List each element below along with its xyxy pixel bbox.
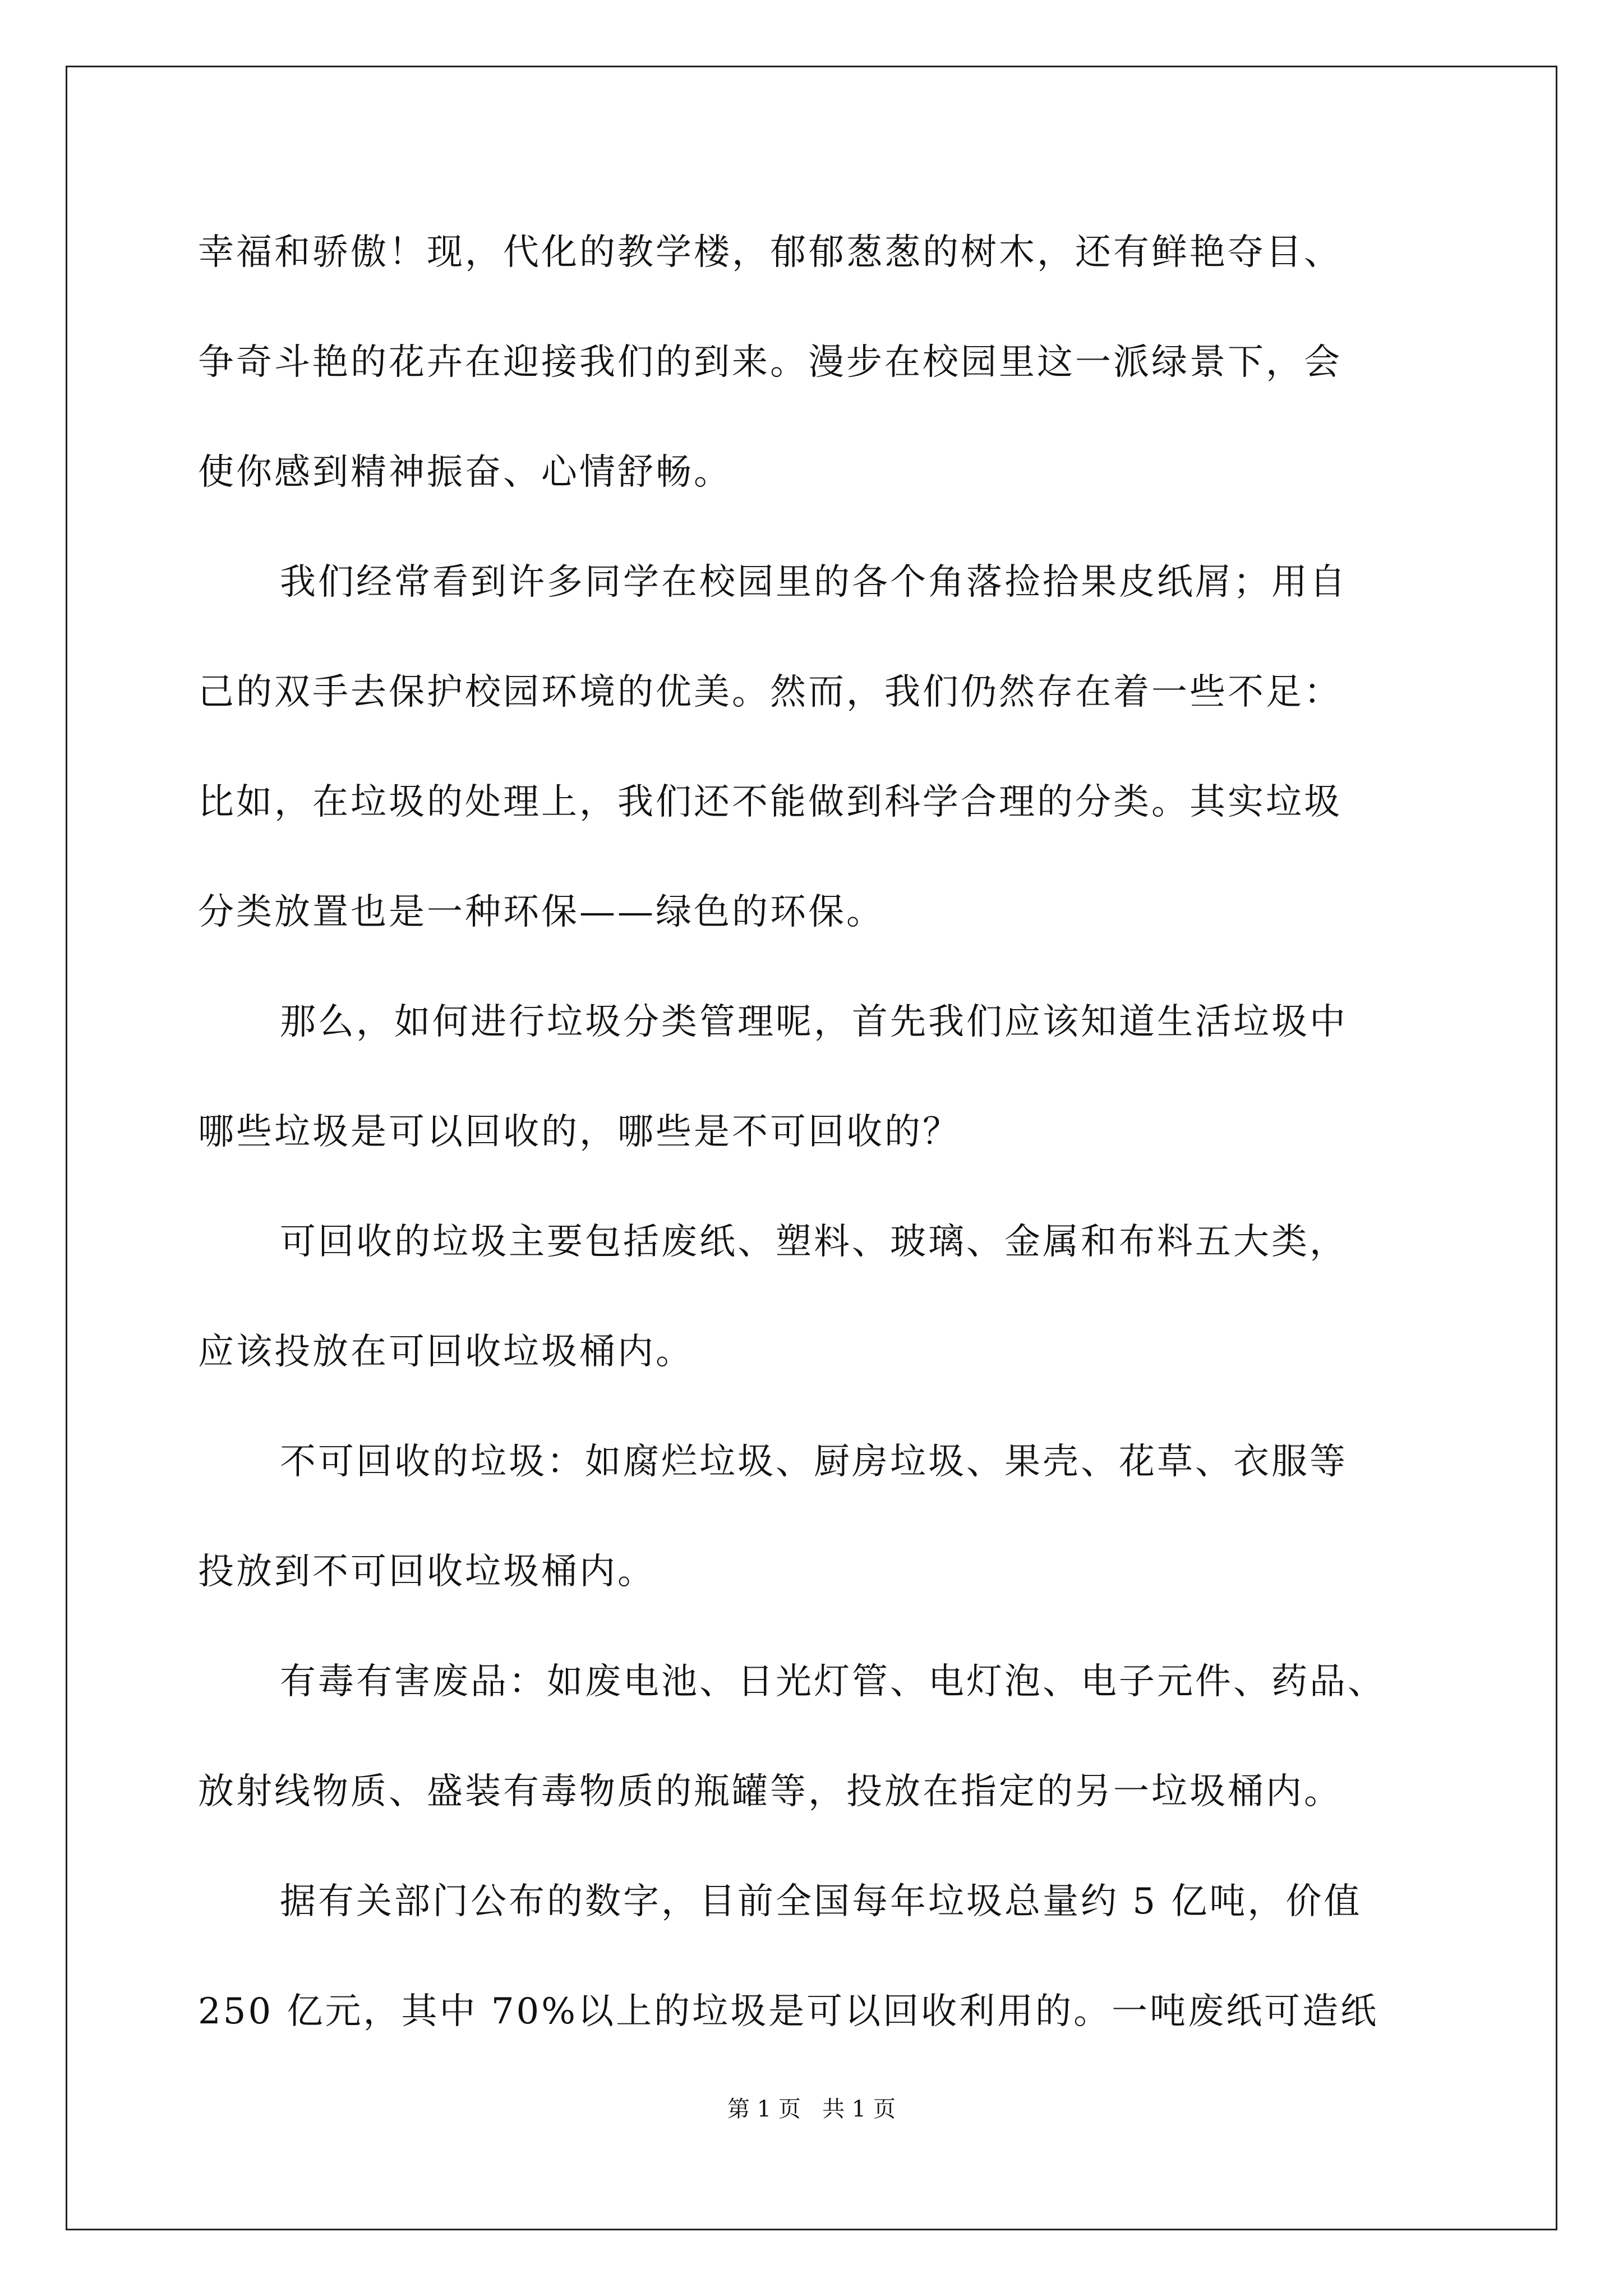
paragraph-first-line: 可回收的垃圾主要包括废纸、塑料、玻璃、金属和布料五大类， xyxy=(280,1221,1348,1263)
text-line: 幸福和骄傲！现，代化的教学楼，郁郁葱葱的树木，还有鲜艳夺目、 xyxy=(198,232,1342,273)
paragraph-first-line: 我们经常看到许多同学在校园里的各个角落捡拾果皮纸屑；用自 xyxy=(280,562,1348,603)
text-line: 己的双手去保护校园环境的优美。然而，我们仍然存在着一些不足： xyxy=(198,671,1342,713)
text-line: 使你感到精神振奋、心情舒畅。 xyxy=(198,452,732,493)
paragraph-first-line: 有毒有害废品：如废电池、日光灯管、电灯泡、电子元件、药品、 xyxy=(280,1661,1386,1703)
paragraph-first-line: 那么，如何进行垃圾分类管理呢，首先我们应该知道生活垃圾中 xyxy=(280,1001,1348,1043)
paragraph-first-line: 据有关部门公布的数字，目前全国每年垃圾总量约 5 亿吨，价值 xyxy=(280,1881,1362,1922)
text-line: 放射线物质、盛装有毒物质的瓶罐等，投放在指定的另一垃圾桶内。 xyxy=(198,1771,1342,1812)
text-line: 哪些垃圾是可以回收的，哪些是不可回收的？ xyxy=(198,1111,961,1153)
text-line: 应该投放在可回收垃圾桶内。 xyxy=(198,1331,694,1373)
text-line: 250 亿元，其中 70%以上的垃圾是可以回收利用的。一吨废纸可造纸 xyxy=(198,1991,1379,2032)
paragraph-first-line: 不可回收的垃圾：如腐烂垃圾、厨房垃圾、果壳、花草、衣服等 xyxy=(280,1441,1348,1483)
text-line: 争奇斗艳的花卉在迎接我们的到来。漫步在校园里这一派绿景下，会 xyxy=(198,342,1342,383)
page-footer: 第 1 页 共 1 页 xyxy=(727,2096,896,2122)
text-line: 投放到不可回收垃圾桶内。 xyxy=(198,1551,656,1593)
document-body xyxy=(198,197,1460,2067)
text-line: 比如，在垃圾的处理上，我们还不能做到科学合理的分类。其实垃圾 xyxy=(198,781,1342,823)
text-line: 分类放置也是一种环保——绿色的环保。 xyxy=(198,891,884,933)
